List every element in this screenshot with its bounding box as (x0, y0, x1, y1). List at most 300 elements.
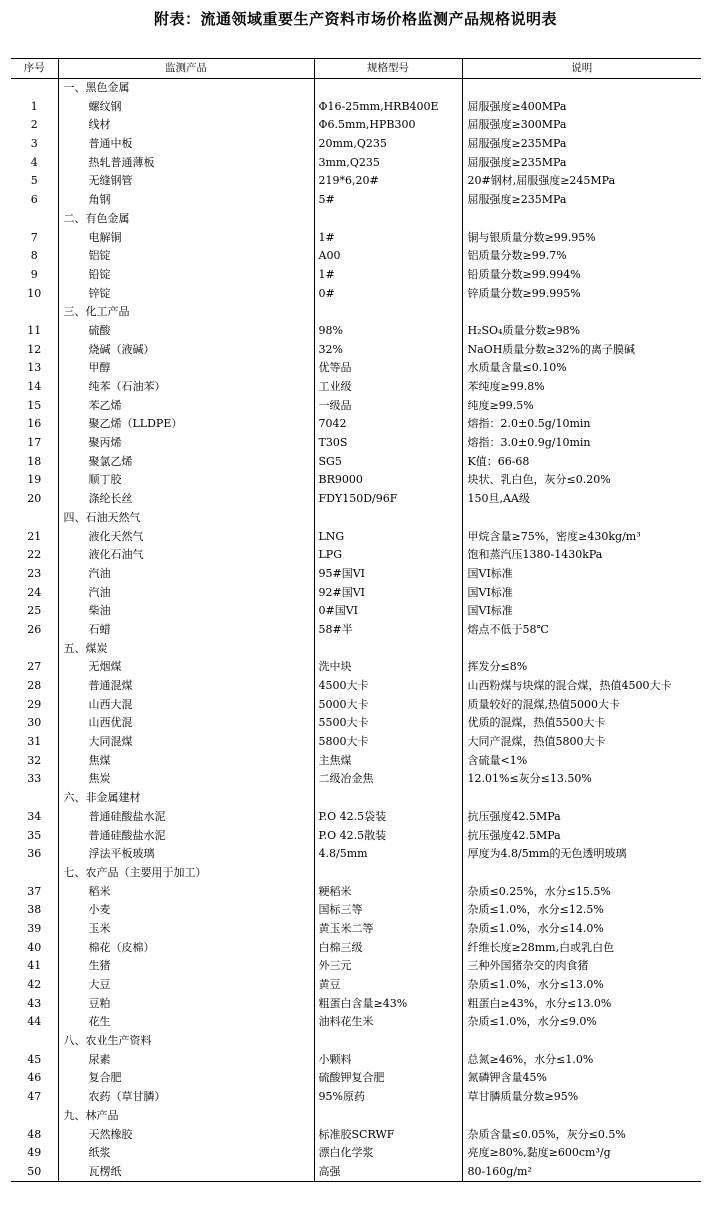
table-body (11, 78, 701, 1182)
product-cell: 山西大混 (58, 695, 314, 714)
table-row (11, 434, 701, 453)
description-cell: 80-160g/m² (462, 1163, 701, 1182)
spec-cell: P.O 42.5散装 (314, 826, 462, 845)
description-cell: 铜与银质量分数≥99.95% (462, 228, 701, 247)
category-row (11, 1032, 701, 1051)
spec-cell (314, 639, 462, 658)
product-cell: 石蜡 (58, 621, 314, 640)
spec-cell: LPG (314, 546, 462, 565)
product-cell: 聚乙烯（LLDPE） (58, 415, 314, 434)
product-cell: 复合肥 (58, 1069, 314, 1088)
product-cell: 生猪 (58, 957, 314, 976)
product-cell: 汽油 (58, 565, 314, 584)
table-row (11, 172, 701, 191)
spec-cell: 工业级 (314, 378, 462, 397)
product-cell: 液化天然气 (58, 527, 314, 546)
category-label: 一、黑色金属 (58, 78, 314, 97)
product-cell: 天然橡胶 (58, 1125, 314, 1144)
spec-cell: 219*6,20# (314, 172, 462, 191)
table-row (11, 97, 701, 116)
product-cell: 农药（草甘膦） (58, 1088, 314, 1107)
spec-cell: 32% (314, 340, 462, 359)
description-cell: 杂质≤1.0%，水分≤12.5% (462, 901, 701, 920)
spec-cell: 高强 (314, 1163, 462, 1182)
product-cell: 浮法平板玻璃 (58, 845, 314, 864)
serial-cell: 41 (27, 959, 42, 973)
table-row (11, 1163, 701, 1182)
table-row (11, 1144, 701, 1163)
serial-cell: 47 (27, 1090, 42, 1104)
description-cell (462, 303, 701, 322)
table-row (11, 621, 701, 640)
description-cell: 杂质含量≤0.05%，灰分≤0.5% (462, 1125, 701, 1144)
table-row (11, 602, 701, 621)
product-cell: 甲醇 (58, 359, 314, 378)
product-cell: 焦炭 (58, 770, 314, 789)
serial-cell: 30 (27, 716, 42, 730)
product-cell: 锌锭 (58, 284, 314, 303)
description-cell: 熔点不低于58℃ (462, 621, 701, 640)
table-row (11, 266, 701, 285)
product-cell: 焦煤 (58, 751, 314, 770)
table-row (11, 396, 701, 415)
spec-cell: 92#国VI (314, 583, 462, 602)
description-cell: 挥发分≤8% (462, 658, 701, 677)
serial-cell: 8 (30, 249, 38, 263)
header-product: 监测产品 (58, 59, 314, 79)
header-spec: 规格型号 (314, 59, 462, 79)
category-label: 五、煤炭 (58, 639, 314, 658)
serial-cell: 22 (27, 548, 42, 562)
category-row (11, 864, 701, 883)
serial-cell: 34 (27, 809, 42, 823)
description-cell: 屈服强度≥235MPa (462, 153, 701, 172)
description-cell: 纯度≥99.5% (462, 396, 701, 415)
spec-cell: 3mm,Q235 (314, 153, 462, 172)
header-row (11, 59, 701, 79)
serial-cell: 31 (27, 735, 42, 749)
category-row (11, 303, 701, 322)
spec-cell: 58#半 (314, 621, 462, 640)
description-cell: 山西粉煤与块煤的混合煤，热值4500大卡 (462, 677, 701, 696)
document-title: 附表：流通领域重要生产资料市场价格监测产品规格说明表 (153, 10, 557, 28)
table-row (11, 546, 701, 565)
serial-cell (11, 78, 58, 97)
category-label: 八、农业生产资料 (58, 1032, 314, 1051)
product-cell: 大豆 (58, 976, 314, 995)
serial-cell: 28 (27, 679, 42, 693)
table-row (11, 116, 701, 135)
product-cell: 普通混煤 (58, 677, 314, 696)
serial-cell: 6 (30, 193, 38, 207)
table-row (11, 994, 701, 1013)
category-row (11, 210, 701, 229)
serial-cell: 32 (27, 753, 42, 767)
serial-cell: 10 (27, 286, 42, 300)
product-cell: 小麦 (58, 901, 314, 920)
serial-cell: 11 (27, 323, 42, 337)
serial-cell (11, 864, 58, 883)
category-row (11, 1107, 701, 1126)
spec-cell: 5# (314, 191, 462, 210)
description-cell (462, 789, 701, 808)
spec-cell: 洗中块 (314, 658, 462, 677)
serial-cell: 2 (30, 118, 38, 132)
table-row (11, 565, 701, 584)
description-cell: 杂质≤1.0%，水分≤9.0% (462, 1013, 701, 1032)
description-cell (462, 864, 701, 883)
serial-cell: 24 (27, 585, 42, 599)
table-row (11, 247, 701, 266)
category-label: 六、非金属建材 (58, 789, 314, 808)
spec-cell: 外三元 (314, 957, 462, 976)
spec-cell: 白棉三级 (314, 938, 462, 957)
serial-cell: 27 (27, 660, 42, 674)
table-row (11, 938, 701, 957)
description-cell: 屈服强度≥235MPa (462, 191, 701, 210)
product-cell: 苯乙烯 (58, 396, 314, 415)
table-row (11, 677, 701, 696)
product-cell: 液化石油气 (58, 546, 314, 565)
description-cell: 饱和蒸汽压1380-1430kPa (462, 546, 701, 565)
serial-cell: 4 (30, 155, 38, 169)
serial-cell: 1 (30, 99, 38, 113)
description-cell: 粗蛋白≥43%，水分≤13.0% (462, 994, 701, 1013)
description-cell: 含硫量<1% (462, 751, 701, 770)
description-cell: 铝质量分数≥99.7% (462, 247, 701, 266)
category-label: 二、有色金属 (58, 210, 314, 229)
product-cell: 棉花（皮棉） (58, 938, 314, 957)
serial-cell: 16 (27, 417, 42, 431)
category-label: 四、石油天然气 (58, 509, 314, 528)
header-description: 说明 (462, 59, 701, 79)
spec-cell: Φ6.5mm,HPB300 (314, 116, 462, 135)
description-cell (462, 1032, 701, 1051)
serial-cell: 50 (27, 1164, 42, 1178)
serial-cell: 29 (27, 697, 42, 711)
description-cell: H₂SO₄质量分数≥98% (462, 322, 701, 341)
product-cell: 无缝钢管 (58, 172, 314, 191)
spec-cell: 硫酸钾复合肥 (314, 1069, 462, 1088)
spec-cell: 4.8/5mm (314, 845, 462, 864)
serial-cell: 3 (30, 137, 38, 151)
serial-cell: 46 (27, 1071, 42, 1085)
serial-cell (11, 509, 58, 528)
product-cell: 普通硅酸盐水泥 (58, 808, 314, 827)
spec-cell: 0# (314, 284, 462, 303)
table-row (11, 415, 701, 434)
spec-cell: 5500大卡 (314, 714, 462, 733)
product-cell: 角钢 (58, 191, 314, 210)
table-row (11, 714, 701, 733)
description-cell: 屈服强度≥300MPa (462, 116, 701, 135)
description-cell: 抗压强度42.5MPa (462, 808, 701, 827)
table-row (11, 490, 701, 509)
description-cell: 三种外国猪杂交的肉食猪 (462, 957, 701, 976)
description-cell: 国VI标准 (462, 602, 701, 621)
description-cell: 国VI标准 (462, 565, 701, 584)
description-cell: 质量较好的混煤,热值5000大卡 (462, 695, 701, 714)
table-row (11, 191, 701, 210)
spec-cell: LNG (314, 527, 462, 546)
serial-cell: 44 (27, 1015, 42, 1029)
spec-cell (314, 864, 462, 883)
serial-cell: 49 (27, 1146, 42, 1160)
description-cell: 亮度≥80%,黏度≥600cm³/g (462, 1144, 701, 1163)
category-row (11, 78, 701, 97)
product-cell: 线材 (58, 116, 314, 135)
description-cell: 20#钢材,屈服强度≥245MPa (462, 172, 701, 191)
table-row (11, 378, 701, 397)
product-cell: 烧碱（液碱） (58, 340, 314, 359)
serial-cell: 12 (27, 342, 42, 356)
serial-cell: 15 (27, 398, 42, 412)
spec-cell: 标准胶SCRWF (314, 1125, 462, 1144)
spec-cell: 98% (314, 322, 462, 341)
product-cell: 涤纶长丝 (58, 490, 314, 509)
category-row (11, 789, 701, 808)
product-cell: 顺丁胶 (58, 471, 314, 490)
serial-cell: 48 (27, 1127, 42, 1141)
table-row (11, 1013, 701, 1032)
table-row (11, 826, 701, 845)
table-header (11, 59, 701, 79)
spec-cell: 小颗料 (314, 1050, 462, 1069)
header-serial: 序号 (11, 59, 58, 79)
description-cell: 纤维长度≥28mm,白或乳白色 (462, 938, 701, 957)
table-row (11, 153, 701, 172)
table-row (11, 751, 701, 770)
table-row (11, 1088, 701, 1107)
description-cell (462, 1107, 701, 1126)
description-cell: 150旦,AA级 (462, 490, 701, 509)
serial-cell: 5 (30, 174, 38, 188)
serial-cell: 19 (27, 473, 42, 487)
description-cell: 杂质≤1.0%，水分≤14.0% (462, 920, 701, 939)
spec-cell: T30S (314, 434, 462, 453)
product-cell: 螺纹钢 (58, 97, 314, 116)
product-cell: 玉米 (58, 920, 314, 939)
serial-cell: 39 (27, 921, 42, 935)
product-cell: 普通硅酸盐水泥 (58, 826, 314, 845)
spec-cell (314, 509, 462, 528)
serial-cell: 20 (27, 492, 42, 506)
description-cell: 块状、乳白色，灰分≤0.20% (462, 471, 701, 490)
description-cell: 国VI标准 (462, 583, 701, 602)
product-cell: 无烟煤 (58, 658, 314, 677)
table-row (11, 583, 701, 602)
spec-cell (314, 78, 462, 97)
serial-cell: 26 (27, 622, 42, 636)
description-cell: 甲烷含量≥75%，密度≥430kg/m³ (462, 527, 701, 546)
product-cell: 尿素 (58, 1050, 314, 1069)
category-row (11, 509, 701, 528)
serial-cell: 37 (27, 884, 42, 898)
table-row (11, 359, 701, 378)
spec-cell (314, 1107, 462, 1126)
spec-cell: P.O 42.5袋装 (314, 808, 462, 827)
category-label: 九、林产品 (58, 1107, 314, 1126)
spec-cell: 一级品 (314, 396, 462, 415)
description-cell: 铅质量分数≥99.994% (462, 266, 701, 285)
spec-cell (314, 789, 462, 808)
spec-cell: 95#国VI (314, 565, 462, 584)
description-cell: 杂质≤1.0%，水分≤13.0% (462, 976, 701, 995)
table-row (11, 882, 701, 901)
serial-cell: 33 (27, 772, 42, 786)
description-cell: K值：66-68 (462, 452, 701, 471)
spec-cell (314, 303, 462, 322)
category-label: 七、农产品（主要用于加工） (58, 864, 314, 883)
spec-cell (314, 210, 462, 229)
serial-cell (11, 1107, 58, 1126)
product-cell: 纯苯（石油苯） (58, 378, 314, 397)
serial-cell: 42 (27, 978, 42, 992)
serial-cell: 9 (30, 267, 38, 281)
description-cell: 熔指：2.0±0.5g/10min (462, 415, 701, 434)
description-cell: NaOH质量分数≥32%的离子膜碱 (462, 340, 701, 359)
product-cell: 普通中板 (58, 135, 314, 154)
serial-cell: 43 (27, 996, 42, 1010)
table-row (11, 340, 701, 359)
serial-cell: 45 (27, 1052, 42, 1066)
product-cell: 柴油 (58, 602, 314, 621)
description-cell: 优质的混煤，热值5500大卡 (462, 714, 701, 733)
spec-cell: 主焦煤 (314, 751, 462, 770)
serial-cell: 25 (27, 604, 42, 618)
description-cell (462, 639, 701, 658)
product-cell: 聚氯乙烯 (58, 452, 314, 471)
serial-cell: 13 (27, 361, 42, 375)
serial-cell: 23 (27, 566, 42, 580)
spec-cell: 20mm,Q235 (314, 135, 462, 154)
table-row (11, 322, 701, 341)
table-row (11, 770, 701, 789)
description-cell: 总氮≥46%，水分≤1.0% (462, 1050, 701, 1069)
spec-cell: 0#国VI (314, 602, 462, 621)
spec-cell: 黄玉米二等 (314, 920, 462, 939)
description-cell: 草甘膦质量分数≥95% (462, 1088, 701, 1107)
product-cell: 纸浆 (58, 1144, 314, 1163)
table-row (11, 920, 701, 939)
spec-cell: A00 (314, 247, 462, 266)
spec-cell (314, 1032, 462, 1051)
table-row (11, 1069, 701, 1088)
product-cell: 聚丙烯 (58, 434, 314, 453)
table-row (11, 901, 701, 920)
serial-cell: 40 (27, 940, 42, 954)
spec-cell: 漂白化学浆 (314, 1144, 462, 1163)
serial-cell (11, 1032, 58, 1051)
serial-cell: 17 (27, 436, 42, 450)
table-row (11, 1125, 701, 1144)
spec-table (11, 58, 701, 1182)
table-row (11, 695, 701, 714)
table-row (11, 452, 701, 471)
spec-cell: 1# (314, 266, 462, 285)
description-cell: 杂质≤0.25%，水分≤15.5% (462, 882, 701, 901)
serial-cell (11, 789, 58, 808)
spec-cell: 国标三等 (314, 901, 462, 920)
serial-cell: 38 (27, 903, 42, 917)
description-cell: 厚度为4.8/5mm的无色透明玻璃 (462, 845, 701, 864)
spec-cell: 7042 (314, 415, 462, 434)
serial-cell: 14 (27, 380, 42, 394)
description-cell: 屈服强度≥235MPa (462, 135, 701, 154)
serial-cell: 7 (30, 230, 38, 244)
serial-cell (11, 303, 58, 322)
product-cell: 汽油 (58, 583, 314, 602)
spec-cell: FDY150D/96F (314, 490, 462, 509)
table-row (11, 808, 701, 827)
spec-cell: 黄豆 (314, 976, 462, 995)
table-row (11, 471, 701, 490)
serial-cell (11, 210, 58, 229)
description-cell (462, 509, 701, 528)
table-row (11, 135, 701, 154)
spec-cell: 4500大卡 (314, 677, 462, 696)
table-row (11, 228, 701, 247)
spec-cell: 5800大卡 (314, 733, 462, 752)
category-label: 三、化工产品 (58, 303, 314, 322)
table-row (11, 976, 701, 995)
product-cell: 硫酸 (58, 322, 314, 341)
description-cell: 熔指：3.0±0.9g/10min (462, 434, 701, 453)
description-cell: 苯纯度≥99.8% (462, 378, 701, 397)
product-cell: 花生 (58, 1013, 314, 1032)
description-cell: 屈服强度≥400MPa (462, 97, 701, 116)
spec-cell: 油料花生米 (314, 1013, 462, 1032)
description-cell: 水质量含量≤0.10% (462, 359, 701, 378)
description-cell: 12.01%≤灰分≤13.50% (462, 770, 701, 789)
spec-cell: 5000大卡 (314, 695, 462, 714)
spec-cell: BR9000 (314, 471, 462, 490)
product-cell: 山西优混 (58, 714, 314, 733)
serial-cell: 36 (27, 847, 42, 861)
table-row (11, 284, 701, 303)
table-row (11, 733, 701, 752)
product-cell: 豆粕 (58, 994, 314, 1013)
spec-cell: 粗蛋白含量≥43% (314, 994, 462, 1013)
description-cell: 氮磷钾含量45% (462, 1069, 701, 1088)
product-cell: 铝锭 (58, 247, 314, 266)
spec-cell: 粳稻米 (314, 882, 462, 901)
spec-cell: Φ16-25mm,HRB400E (314, 97, 462, 116)
serial-cell (11, 639, 58, 658)
spec-cell: 二级冶金焦 (314, 770, 462, 789)
product-cell: 瓦楞纸 (58, 1163, 314, 1182)
product-cell: 铅锭 (58, 266, 314, 285)
product-cell: 电解铜 (58, 228, 314, 247)
description-cell: 抗压强度42.5MPa (462, 826, 701, 845)
description-cell: 锌质量分数≥99.995% (462, 284, 701, 303)
spec-cell: SG5 (314, 452, 462, 471)
description-cell (462, 78, 701, 97)
spec-cell: 优等品 (314, 359, 462, 378)
spec-cell: 95%原药 (314, 1088, 462, 1107)
description-cell: 大同产混煤，热值5800大卡 (462, 733, 701, 752)
table-row (11, 658, 701, 677)
table-row (11, 845, 701, 864)
table-row (11, 1050, 701, 1069)
serial-cell: 35 (27, 828, 42, 842)
product-cell: 大同混煤 (58, 733, 314, 752)
product-cell: 热轧普通薄板 (58, 153, 314, 172)
table-row (11, 527, 701, 546)
serial-cell: 18 (27, 454, 42, 468)
table-row (11, 957, 701, 976)
description-cell (462, 210, 701, 229)
